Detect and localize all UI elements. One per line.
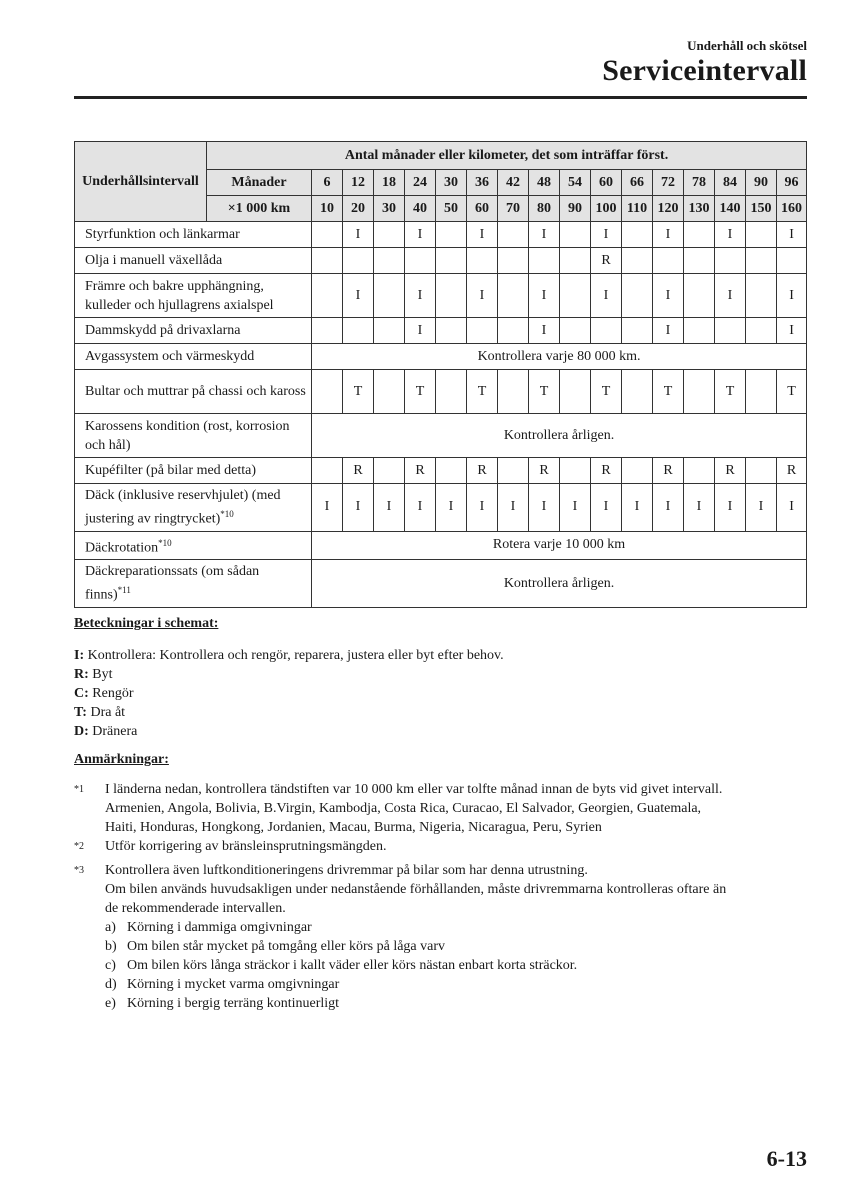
schedule-cell: R bbox=[591, 458, 622, 484]
schedule-cell bbox=[312, 318, 343, 344]
schedule-cell: I bbox=[653, 484, 684, 532]
legend-item bbox=[74, 684, 504, 703]
schedule-cell bbox=[312, 222, 343, 248]
schedule-cell: R bbox=[591, 248, 622, 274]
schedule-cell bbox=[374, 274, 405, 318]
schedule-cell bbox=[746, 458, 777, 484]
km-header-cell: 90 bbox=[560, 196, 591, 222]
schedule-cell: R bbox=[653, 458, 684, 484]
schedule-cell bbox=[684, 458, 715, 484]
schedule-cell: I bbox=[684, 484, 715, 532]
schedule-cell: I bbox=[343, 222, 374, 248]
schedule-cell bbox=[436, 318, 467, 344]
row-label-cell bbox=[75, 414, 312, 458]
schedule-cell bbox=[684, 248, 715, 274]
schedule-cell bbox=[777, 248, 807, 274]
schedule-cell bbox=[746, 318, 777, 344]
table-row bbox=[75, 274, 807, 318]
row-label-cell bbox=[75, 274, 312, 318]
schedule-cell bbox=[560, 222, 591, 248]
month-header-cell: 30 bbox=[436, 170, 467, 196]
schedule-cell bbox=[436, 274, 467, 318]
schedule-cell bbox=[467, 318, 498, 344]
note-subitem bbox=[105, 994, 814, 1013]
schedule-cell: I bbox=[467, 484, 498, 532]
subitem-text: Om bilen står mycket på tomgång eller körs på låga varv bbox=[127, 938, 446, 954]
schedule-cell: I bbox=[529, 274, 560, 318]
row-label-cell bbox=[75, 318, 312, 344]
schedule-cell: R bbox=[343, 458, 374, 484]
schedule-cell: I bbox=[405, 274, 436, 318]
schedule-cell bbox=[684, 370, 715, 414]
note-item bbox=[74, 861, 814, 1013]
legend-text: Dra åt bbox=[86, 705, 126, 720]
row-header-label: Underhållsintervall bbox=[75, 142, 207, 222]
row-label: Styrfunktion och länkarmar bbox=[85, 227, 240, 242]
schedule-cell: T bbox=[715, 370, 746, 414]
schedule-cell bbox=[436, 458, 467, 484]
schedule-cell: I bbox=[715, 484, 746, 532]
schedule-cell bbox=[684, 318, 715, 344]
legend-text: Rengör bbox=[88, 686, 134, 701]
row-label: Kupéfilter (på bilar med detta) bbox=[85, 463, 257, 478]
schedule-cell bbox=[312, 370, 343, 414]
row-label: Däckreparationssats (om sådan finns) bbox=[85, 564, 260, 603]
km-header-cell: 130 bbox=[684, 196, 715, 222]
month-header-cell: 18 bbox=[374, 170, 405, 196]
legend-key: R: bbox=[74, 667, 89, 682]
schedule-cell bbox=[498, 370, 529, 414]
note-line: Armenien, Angola, Bolivia, B.Virgin, Kambodja, Costa Rica, Curacao, El Salvador, Georgien, Guatemala, bbox=[105, 801, 702, 816]
schedule-cell bbox=[467, 248, 498, 274]
schedule-cell: R bbox=[467, 458, 498, 484]
schedule-cell bbox=[343, 248, 374, 274]
schedule-cell: I bbox=[777, 484, 807, 532]
schedule-cell bbox=[498, 274, 529, 318]
schedule-cell bbox=[560, 248, 591, 274]
km-header-cell: 110 bbox=[622, 196, 653, 222]
schedule-cell bbox=[653, 248, 684, 274]
footnote-ref: *11 bbox=[117, 585, 131, 596]
schedule-cell bbox=[498, 248, 529, 274]
row-label-cell bbox=[75, 222, 312, 248]
footnote-ref: *10 bbox=[158, 537, 172, 548]
row-label: Karossens kondition (rost, korrosion och hål) bbox=[85, 418, 290, 453]
month-header-cell: 66 bbox=[622, 170, 653, 196]
month-header-cell: 72 bbox=[653, 170, 684, 196]
row-label: Bultar och muttrar på chassi och kaross bbox=[85, 384, 306, 399]
legend-text: Dränera bbox=[88, 724, 138, 739]
service-interval-table bbox=[74, 141, 807, 608]
schedule-cell bbox=[529, 248, 560, 274]
schedule-cell bbox=[560, 458, 591, 484]
month-header-cell: 90 bbox=[746, 170, 777, 196]
legend-item bbox=[74, 665, 504, 684]
km-header-cell: 160 bbox=[777, 196, 807, 222]
km-header-cell: 80 bbox=[529, 196, 560, 222]
row-label-cell bbox=[75, 370, 312, 414]
row-label-cell bbox=[75, 560, 312, 608]
schedule-cell: I bbox=[343, 274, 374, 318]
month-header-cell: 78 bbox=[684, 170, 715, 196]
legend-item bbox=[74, 703, 504, 722]
note-mark-text: *3 bbox=[74, 864, 84, 876]
schedule-cell bbox=[374, 458, 405, 484]
schedule-cell bbox=[343, 318, 374, 344]
interval-header-label: Antal månader eller kilometer, det som inträffar först. bbox=[207, 142, 807, 170]
subitem-letter: a) bbox=[105, 919, 116, 935]
legend-key: C: bbox=[74, 686, 89, 701]
section-title: Underhåll och skötsel bbox=[687, 38, 807, 53]
km-header-cell: 140 bbox=[715, 196, 746, 222]
schedule-cell: I bbox=[777, 318, 807, 344]
note-text bbox=[105, 861, 814, 1013]
schedule-cell bbox=[622, 370, 653, 414]
subitem-text: Körning i dammiga omgivningar bbox=[127, 919, 312, 935]
legend-list bbox=[74, 646, 504, 741]
schedule-cell bbox=[312, 274, 343, 318]
schedule-cell: I bbox=[529, 318, 560, 344]
span-note-cell: Kontrollera årligen. bbox=[312, 414, 807, 458]
schedule-cell bbox=[591, 318, 622, 344]
subitem-letter: c) bbox=[105, 957, 116, 973]
subitem-text: Körning i mycket varma omgivningar bbox=[127, 976, 340, 992]
note-text bbox=[105, 780, 814, 837]
row-label-cell bbox=[75, 458, 312, 484]
note-subitem bbox=[105, 937, 814, 956]
schedule-cell: T bbox=[467, 370, 498, 414]
km-header-cell: 20 bbox=[343, 196, 374, 222]
row-label: Främre och bakre upphängning, kulleder och hjullagrens axialspel bbox=[85, 278, 274, 313]
subitem-text: Körning i bergig terräng kontinuerligt bbox=[127, 995, 340, 1011]
table-row bbox=[75, 318, 807, 344]
row-label: Dammskydd på drivaxlarna bbox=[85, 323, 241, 338]
note-line: Kontrollera även luftkonditioneringens drivremmar på bilar som har denna utrustning. bbox=[105, 862, 588, 878]
table-row bbox=[75, 560, 807, 608]
table-row bbox=[75, 370, 807, 414]
schedule-cell: R bbox=[529, 458, 560, 484]
month-header-cell: 36 bbox=[467, 170, 498, 196]
note-text bbox=[105, 837, 814, 861]
schedule-cell: T bbox=[405, 370, 436, 414]
schedule-cell bbox=[374, 318, 405, 344]
schedule-cell: R bbox=[777, 458, 807, 484]
subitem-letter: d) bbox=[105, 976, 117, 992]
legend-heading: Beteckningar i schemat: bbox=[74, 616, 219, 631]
schedule-cell: I bbox=[591, 222, 622, 248]
schedule-cell: T bbox=[529, 370, 560, 414]
span-note-cell: Rotera varje 10 000 km bbox=[312, 531, 807, 560]
table-row bbox=[75, 248, 807, 274]
month-header-cell: 48 bbox=[529, 170, 560, 196]
km-header-cell: 10 bbox=[312, 196, 343, 222]
schedule-cell: I bbox=[405, 318, 436, 344]
note-mark-text: *2 bbox=[74, 841, 84, 852]
table-row bbox=[75, 531, 807, 560]
schedule-cell: I bbox=[622, 484, 653, 532]
note-line: I länderna nedan, kontrollera tändstiften var 10 000 km eller var tolfte månad innan de byts vid givet intervall. bbox=[105, 782, 723, 797]
schedule-cell bbox=[622, 318, 653, 344]
title-divider bbox=[74, 96, 807, 99]
note-subitem bbox=[105, 975, 814, 994]
month-header-cell: 60 bbox=[591, 170, 622, 196]
page-title: Serviceintervall bbox=[602, 54, 807, 87]
schedule-cell bbox=[498, 458, 529, 484]
schedule-cell: T bbox=[653, 370, 684, 414]
footnote-ref: *10 bbox=[220, 509, 234, 519]
legend-text: Byt bbox=[88, 667, 113, 682]
km-header-cell: 120 bbox=[653, 196, 684, 222]
schedule-cell bbox=[684, 274, 715, 318]
schedule-cell: I bbox=[405, 484, 436, 532]
schedule-cell bbox=[746, 274, 777, 318]
schedule-cell: I bbox=[467, 274, 498, 318]
schedule-cell: I bbox=[715, 222, 746, 248]
schedule-cell: R bbox=[405, 458, 436, 484]
schedule-cell: I bbox=[777, 222, 807, 248]
note-line: de rekommenderade intervallen. bbox=[105, 900, 286, 916]
km-header-cell: 100 bbox=[591, 196, 622, 222]
km-header-cell: 30 bbox=[374, 196, 405, 222]
months-label: Månader bbox=[207, 170, 312, 196]
subitem-letter: b) bbox=[105, 938, 117, 954]
schedule-cell: I bbox=[374, 484, 405, 532]
legend-text: Kontrollera: Kontrollera och rengör, reparera, justera eller byt efter behov. bbox=[84, 648, 504, 663]
schedule-cell bbox=[684, 222, 715, 248]
row-label-cell bbox=[75, 248, 312, 274]
schedule-cell: I bbox=[591, 484, 622, 532]
schedule-cell bbox=[374, 370, 405, 414]
month-header-cell: 96 bbox=[777, 170, 807, 196]
schedule-cell bbox=[560, 370, 591, 414]
schedule-cell: I bbox=[529, 222, 560, 248]
schedule-cell bbox=[436, 248, 467, 274]
note-subitem bbox=[105, 956, 814, 975]
month-header-cell: 12 bbox=[343, 170, 374, 196]
note-line: Om bilen används huvudsakligen under nedanstående förhållanden, måste drivremmarna kontrolleras oftare än bbox=[105, 881, 727, 897]
table-row bbox=[75, 458, 807, 484]
subitem-letter: e) bbox=[105, 995, 116, 1011]
schedule-cell bbox=[374, 222, 405, 248]
schedule-cell bbox=[715, 248, 746, 274]
schedule-cell: I bbox=[591, 274, 622, 318]
schedule-cell bbox=[622, 458, 653, 484]
note-line: Utför korrigering av bränsleinsprutningsmängden. bbox=[105, 839, 387, 854]
km-label: ×1 000 km bbox=[207, 196, 312, 222]
schedule-cell bbox=[498, 222, 529, 248]
schedule-cell bbox=[746, 248, 777, 274]
km-header-cell: 150 bbox=[746, 196, 777, 222]
schedule-cell bbox=[560, 274, 591, 318]
page-number: 6-13 bbox=[766, 1146, 807, 1171]
note-mark bbox=[74, 837, 105, 861]
schedule-cell: R bbox=[715, 458, 746, 484]
schedule-cell: I bbox=[467, 222, 498, 248]
schedule-cell: T bbox=[343, 370, 374, 414]
table-row bbox=[75, 222, 807, 248]
row-label: Däck (inklusive reservhjulet) (med justering av ringtrycket) bbox=[85, 488, 281, 527]
note-item bbox=[74, 780, 814, 837]
schedule-cell: I bbox=[653, 318, 684, 344]
month-header-cell: 24 bbox=[405, 170, 436, 196]
notes-list bbox=[74, 780, 814, 1013]
schedule-cell: I bbox=[653, 274, 684, 318]
schedule-cell: I bbox=[560, 484, 591, 532]
schedule-cell bbox=[715, 318, 746, 344]
table-row bbox=[75, 344, 807, 370]
legend-item bbox=[74, 722, 504, 741]
schedule-cell bbox=[374, 248, 405, 274]
table-row bbox=[75, 484, 807, 532]
schedule-cell bbox=[746, 222, 777, 248]
row-label: Avgassystem och värmeskydd bbox=[85, 349, 255, 364]
schedule-cell bbox=[436, 222, 467, 248]
note-mark bbox=[74, 861, 105, 1013]
span-note-cell: Kontrollera årligen. bbox=[312, 560, 807, 608]
legend-key: T: bbox=[74, 705, 87, 720]
schedule-cell: I bbox=[312, 484, 343, 532]
legend-key: I: bbox=[74, 648, 85, 663]
span-note-cell: Kontrollera varje 80 000 km. bbox=[312, 344, 807, 370]
row-label-cell bbox=[75, 484, 312, 532]
row-label-cell bbox=[75, 344, 312, 370]
schedule-cell bbox=[498, 318, 529, 344]
schedule-cell bbox=[622, 248, 653, 274]
schedule-cell: I bbox=[498, 484, 529, 532]
schedule-cell bbox=[312, 458, 343, 484]
schedule-cell bbox=[405, 248, 436, 274]
schedule-cell: I bbox=[405, 222, 436, 248]
legend-item bbox=[74, 646, 504, 665]
schedule-cell bbox=[746, 370, 777, 414]
row-label-cell bbox=[75, 531, 312, 560]
note-mark-text: *1 bbox=[74, 784, 84, 795]
subitem-text: Om bilen körs långa sträckor i kallt väder eller körs nästan enbart korta sträckor. bbox=[127, 957, 578, 973]
schedule-cell: T bbox=[591, 370, 622, 414]
notes-heading: Anmärkningar: bbox=[74, 752, 169, 767]
km-header-cell: 40 bbox=[405, 196, 436, 222]
legend-key: D: bbox=[74, 724, 89, 739]
schedule-cell: I bbox=[343, 484, 374, 532]
schedule-cell bbox=[312, 248, 343, 274]
note-mark bbox=[74, 780, 105, 837]
row-label: Olja i manuell växellåda bbox=[85, 253, 223, 268]
table-row bbox=[75, 414, 807, 458]
month-header-cell: 54 bbox=[560, 170, 591, 196]
month-header-cell: 84 bbox=[715, 170, 746, 196]
month-header-cell: 42 bbox=[498, 170, 529, 196]
schedule-cell bbox=[622, 274, 653, 318]
note-line: Haiti, Honduras, Hongkong, Jordanien, Macau, Burma, Nigeria, Nicaragua, Peru, Syrien bbox=[105, 820, 602, 835]
km-header-cell: 50 bbox=[436, 196, 467, 222]
km-header-cell: 70 bbox=[498, 196, 529, 222]
schedule-cell: I bbox=[436, 484, 467, 532]
schedule-cell bbox=[560, 318, 591, 344]
schedule-cell: I bbox=[715, 274, 746, 318]
schedule-cell: I bbox=[746, 484, 777, 532]
schedule-cell bbox=[436, 370, 467, 414]
note-subitem bbox=[105, 918, 814, 937]
schedule-cell bbox=[622, 222, 653, 248]
schedule-cell: T bbox=[777, 370, 807, 414]
schedule-cell: I bbox=[653, 222, 684, 248]
month-header-cell: 6 bbox=[312, 170, 343, 196]
row-label: Däckrotation bbox=[85, 540, 159, 556]
km-header-cell: 60 bbox=[467, 196, 498, 222]
note-item bbox=[74, 837, 814, 861]
schedule-cell: I bbox=[529, 484, 560, 532]
schedule-cell: I bbox=[777, 274, 807, 318]
